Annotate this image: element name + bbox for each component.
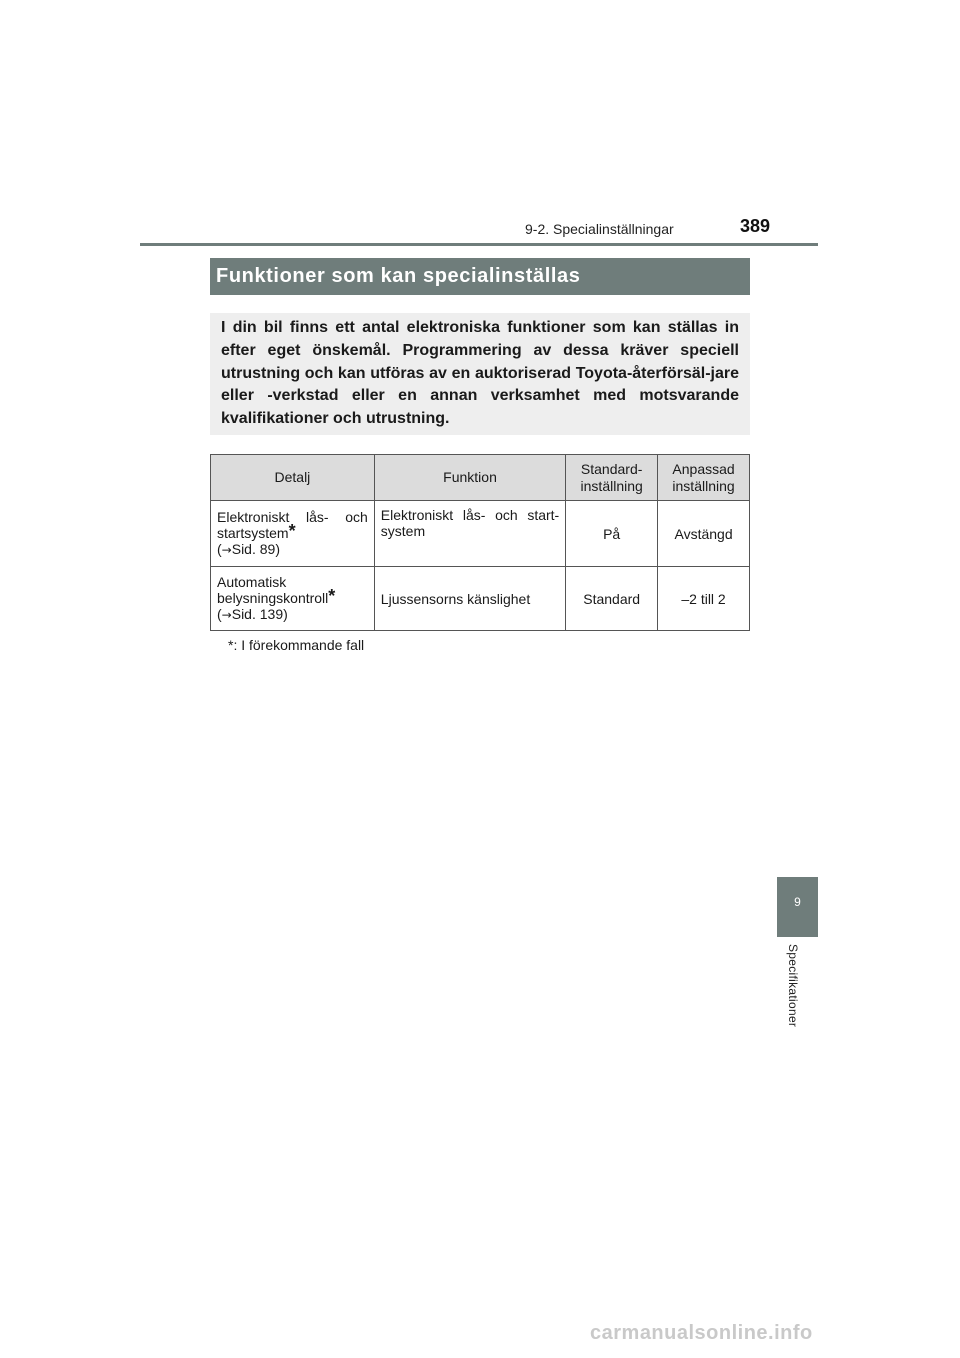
detail-cell: Automatisk belysningskontroll* (→Sid. 139) — [211, 567, 375, 631]
detail-line2: belysningskontroll — [217, 590, 329, 606]
detail-line1: Automatisk — [217, 574, 287, 590]
custom-value-cell: Avstängd — [658, 501, 750, 567]
page-reference: Sid. 139 — [231, 606, 284, 622]
table-row — [211, 567, 750, 631]
header-divider — [140, 243, 818, 246]
footnote-star: * — [328, 586, 336, 606]
default-value-cell: På — [566, 501, 658, 567]
default-header-line1: Standard- — [580, 460, 643, 477]
page-title: Funktioner som kan specialinställas — [210, 258, 750, 295]
chapter-label: Specifikationer — [786, 944, 800, 1028]
settings-table — [210, 454, 750, 631]
arrow-icon: → — [221, 608, 232, 622]
detail-line1: Elektroniskt lås- och — [217, 509, 368, 525]
page-number: 389 — [740, 216, 771, 236]
custom-value-cell: –2 till 2 — [658, 567, 750, 631]
column-header-function: Funktion — [374, 455, 565, 501]
detail-line2: startsystem — [217, 525, 289, 541]
watermark: carmanualsonline.info — [590, 1322, 813, 1344]
default-value-cell: Standard — [566, 567, 658, 631]
table-header-row — [211, 455, 750, 501]
function-cell: Ljussensorns känslighet — [374, 567, 565, 631]
section-heading: 9-2. Specialinställningar — [525, 221, 674, 237]
arrow-icon: → — [221, 543, 232, 557]
chapter-tab: 9 — [777, 877, 818, 937]
column-header-default — [566, 455, 658, 501]
table-row — [211, 501, 750, 567]
column-header-custom — [658, 455, 750, 501]
footnote: *: I förekommande fall — [228, 637, 365, 653]
default-header-line2: inställning — [580, 477, 643, 494]
intro-paragraph: I din bil finns ett antal elektroniska funktioner som kan ställas in efter eget önskemål. Programmering av dessa kräver speciell utrustning och kan utföras av en auktoriserad Toyota-återförsäl-jare eller -verkstad eller en annan verksamhet med motsvarande kvalifikationer och utrustning. — [210, 313, 750, 435]
detail-cell: Elektroniskt lås- och startsystem* (→Sid. 89) — [211, 501, 375, 567]
column-header-detail: Detalj — [211, 455, 375, 501]
custom-header-line2: inställning — [672, 477, 735, 494]
custom-header-line1: Anpassad — [672, 460, 735, 477]
footnote-star: * — [288, 521, 296, 541]
page-reference: Sid. 89 — [231, 541, 276, 557]
function-cell: Elektroniskt lås- och start-system — [374, 501, 565, 567]
